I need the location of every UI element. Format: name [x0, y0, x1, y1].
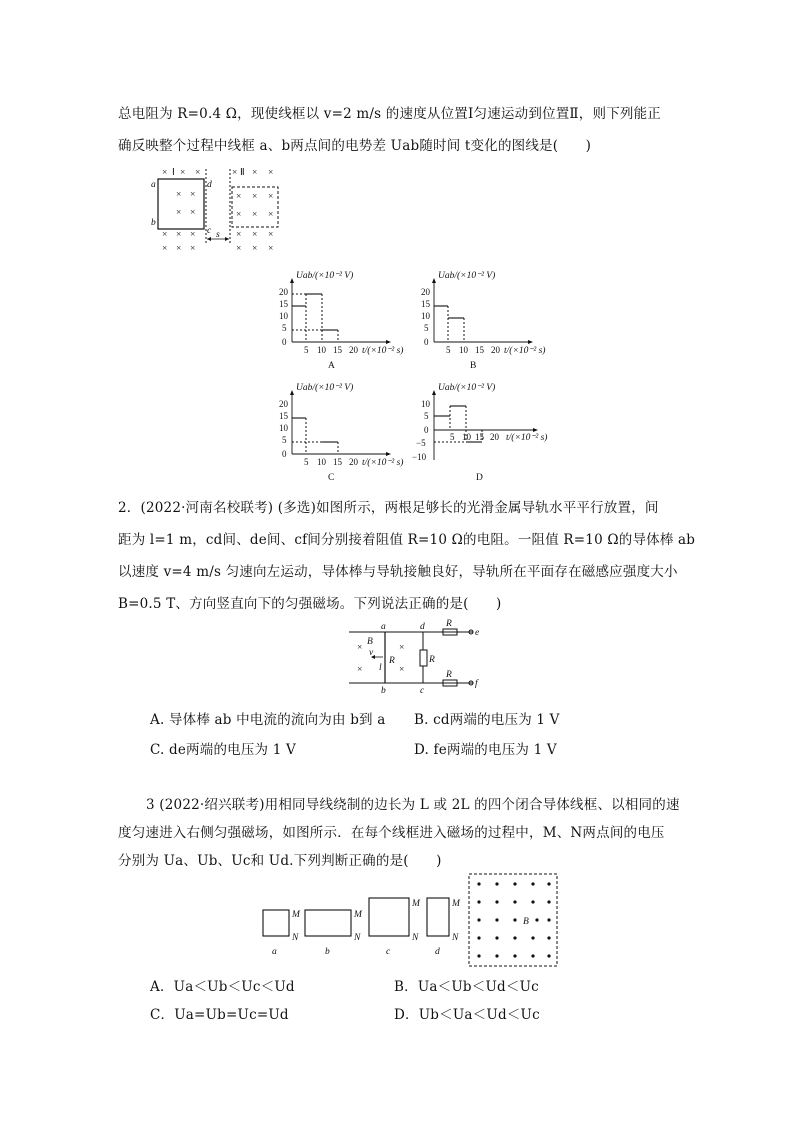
x-tick: 15 — [333, 345, 342, 355]
y-tick: 15 — [279, 299, 288, 309]
q1-label-c: c — [207, 226, 212, 236]
x-tick: 5 — [304, 457, 309, 467]
y-tick: 20 — [279, 399, 288, 409]
q2-option-b: B. cd两端的电压为 1 V — [414, 712, 560, 728]
q3-loops-figure — [255, 872, 565, 968]
q3-label-N: N — [354, 933, 361, 943]
q2-label-R: R — [446, 670, 452, 680]
y-tick: 5 — [282, 435, 287, 445]
q1-cross: × — [252, 192, 258, 202]
graph-x-label: t/(×10⁻² s) — [362, 346, 404, 356]
q2-label-R: R — [389, 656, 395, 666]
q2-cross: × — [357, 665, 363, 675]
graph-tag: A — [328, 361, 335, 371]
graph-y-label: Uab/(×10⁻² V) — [438, 271, 496, 281]
graph-y-label: Uab/(×10⁻² V) — [296, 383, 354, 393]
q3-option-c: C．Ua=Ub=Uc=Ud — [150, 1007, 289, 1023]
y-tick: 0 — [424, 425, 429, 435]
q2-text-line-2: 距为 l=1 m，cd间、de间、cf间分别接着阻值 R=10 Ω的电阻。一阻值 R=10 Ω的导体棒 ab — [118, 532, 696, 548]
y-tick: 0 — [424, 337, 429, 347]
graph-x-label: t/(×10⁻² s) — [504, 346, 546, 356]
x-tick: 5 — [450, 432, 455, 442]
q2-text-line-3: 以速度 v=4 m/s 匀速向左运动，导体棒与导轨接触良好，导轨所在平面存在磁感应强度大小 — [118, 564, 678, 580]
q2-label-b: b — [381, 686, 386, 696]
q1-graph-C — [278, 380, 408, 485]
q1-cross: × — [252, 168, 258, 178]
y-tick: 15 — [421, 299, 430, 309]
q3-text-line-3: 分别为 Ua、Ub、Uc和 Ud.下列判断正确的是( ) — [118, 853, 442, 869]
q3-label-b: b — [325, 947, 330, 957]
q1-cross: × — [176, 230, 182, 240]
x-tick: 10 — [317, 345, 326, 355]
q1-cross: × — [236, 244, 242, 254]
q3-text-line-2: 度匀速进入右侧匀强磁场，如图所示．在每个线框进入磁场的过程中，M、N两点间的电压 — [118, 825, 665, 841]
q2-text-line-4: B=0.5 T、方向竖直向下的匀强磁场。下列说法正确的是( ) — [118, 596, 502, 612]
q2-label-f: f — [475, 679, 478, 689]
q1-cross: × — [180, 168, 186, 178]
q1-graph-B — [420, 268, 550, 373]
q1-cross: × — [236, 192, 242, 202]
graph-y-label: Uab/(×10⁻² V) — [296, 271, 354, 281]
y-tick: −5 — [416, 438, 426, 448]
y-tick: 20 — [421, 287, 430, 297]
x-tick: 20 — [349, 345, 358, 355]
graph-tag: B — [470, 361, 477, 371]
q3-option-b: B．Ua＜Ub＜Ud＜Uc — [394, 979, 539, 995]
q3-label-B: B — [523, 917, 529, 927]
q1-text-line-1: 总电阻为 R=0.4 Ω，现使线框以 v=2 m/s 的速度从位置Ⅰ匀速运动到位置Ⅱ，则下列能正 — [118, 106, 662, 122]
graph-x-label: t/(×10⁻² s) — [506, 433, 548, 443]
x-tick: 15 — [475, 432, 484, 442]
q1-label-I: Ⅰ — [172, 168, 175, 178]
q3-label-N: N — [412, 933, 419, 943]
q1-label-b: b — [151, 218, 156, 228]
q3-label-a: a — [272, 947, 277, 957]
q2-label-B: B — [367, 637, 373, 647]
x-tick: 5 — [304, 345, 309, 355]
q1-cross: × — [190, 244, 196, 254]
q1-cross: × — [190, 230, 196, 240]
q2-cross: × — [357, 643, 363, 653]
q2-cross: × — [399, 643, 405, 653]
q1-cross: × — [236, 210, 242, 220]
q2-label-l: l — [379, 663, 382, 673]
q3-label-d: d — [435, 947, 440, 957]
q1-label-d: d — [207, 180, 212, 190]
q2-label-c: c — [420, 686, 425, 696]
q1-cross: × — [162, 244, 168, 254]
q1-cross: × — [232, 168, 238, 178]
y-tick: 10 — [421, 399, 430, 409]
x-tick: 15 — [475, 345, 484, 355]
q1-cross: × — [252, 244, 258, 254]
q2-text-line-1: 2．(2022·河南名校联考) (多选)如图所示，两根足够长的光滑金属导轨水平平行放置，间 — [118, 500, 659, 516]
q1-cross: × — [162, 168, 168, 178]
q2-label-a: a — [381, 622, 386, 632]
x-tick: 10 — [317, 457, 326, 467]
q3-label-M: M — [412, 899, 420, 909]
q1-cross: × — [268, 210, 274, 220]
graph-tag: D — [476, 473, 483, 483]
q1-cross: × — [190, 208, 196, 218]
q1-cross: × — [268, 244, 274, 254]
q3-option-a: A．Ua＜Ub＜Uc＜Ud — [150, 979, 295, 995]
y-tick: 5 — [424, 411, 429, 421]
q3-text-line-1: 3 (2022·绍兴联考)用相同导线绕制的边长为 L 或 2L 的四个闭合导体线框、以相同的速 — [146, 797, 680, 813]
q2-option-c: C. de两端的电压为 1 V — [150, 742, 296, 758]
x-tick: 5 — [446, 345, 451, 355]
q1-cross: × — [176, 190, 182, 200]
y-tick: 5 — [282, 323, 287, 333]
y-tick: −10 — [412, 452, 427, 462]
q2-label-R: R — [429, 655, 435, 665]
q3-label-N: N — [292, 933, 299, 943]
q2-option-a: A. 导体棒 ab 中电流的流向为由 b到 a — [150, 712, 386, 728]
x-tick: 20 — [490, 432, 499, 442]
y-tick: 5 — [424, 323, 429, 333]
y-tick: 10 — [279, 423, 288, 433]
q2-label-e: e — [475, 628, 480, 638]
q2-label-v: v — [369, 648, 374, 658]
graph-x-label: t/(×10⁻² s) — [362, 458, 404, 468]
q1-field-figure — [150, 165, 280, 255]
q2-label-d: d — [420, 622, 425, 632]
q1-cross: × — [195, 168, 201, 178]
q3-label-M: M — [452, 899, 460, 909]
q1-cross: × — [252, 230, 258, 240]
q1-cross: × — [190, 190, 196, 200]
q1-cross: × — [162, 230, 168, 240]
x-tick: 20 — [349, 457, 358, 467]
x-tick: 10 — [459, 345, 468, 355]
y-tick: 15 — [279, 411, 288, 421]
q2-rail-figure — [345, 620, 495, 695]
q3-option-d: D．Ub＜Ua＜Ud＜Uc — [394, 1007, 540, 1023]
y-tick: 10 — [279, 311, 288, 321]
q1-cross: × — [268, 192, 274, 202]
y-tick: 10 — [421, 311, 430, 321]
q1-cross: × — [176, 244, 182, 254]
x-tick: 20 — [491, 345, 500, 355]
q1-cross: × — [268, 230, 274, 240]
q3-label-M: M — [292, 910, 300, 920]
q1-label-s: s — [216, 230, 220, 240]
q1-graph-A — [278, 268, 408, 373]
q1-label-II: Ⅱ — [240, 168, 245, 178]
y-tick: 0 — [282, 337, 287, 347]
x-tick: 15 — [333, 457, 342, 467]
q1-cross: × — [252, 210, 258, 220]
q2-cross: × — [399, 665, 405, 675]
q1-cross: × — [176, 208, 182, 218]
q1-graph-D — [412, 380, 560, 485]
q1-text-line-2: 确反映整个过程中线框 a、b两点间的电势差 Uab随时间 t变化的图线是( ) — [118, 138, 592, 154]
q1-cross: × — [236, 230, 242, 240]
q3-label-c: c — [386, 947, 391, 957]
graph-y-label: Uab/(×10⁻² V) — [438, 383, 496, 393]
q1-cross: × — [268, 168, 274, 178]
q3-label-N: N — [452, 933, 459, 943]
x-tick: 10 — [462, 432, 471, 442]
y-tick: 0 — [282, 449, 287, 459]
q2-option-d: D. fe两端的电压为 1 V — [414, 742, 557, 758]
y-tick: 20 — [279, 287, 288, 297]
q1-label-a: a — [151, 180, 156, 190]
q3-label-M: M — [354, 910, 362, 920]
graph-tag: C — [328, 473, 335, 483]
q2-label-R: R — [446, 619, 452, 629]
